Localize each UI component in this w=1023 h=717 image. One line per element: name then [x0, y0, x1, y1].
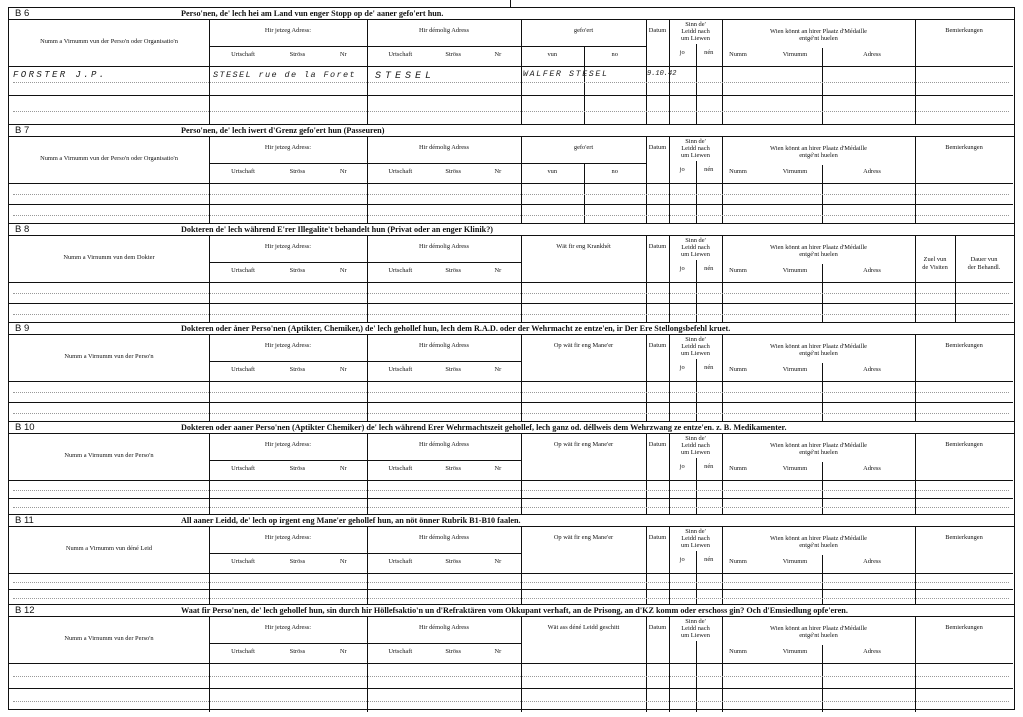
stross-label: Ströss: [289, 51, 306, 58]
name-column-header: Numm a Virnumm vun der Perso'n oder Organisatio'n: [40, 155, 178, 162]
former-address-header: Hir démolig Adress: [418, 624, 470, 631]
yes-label: jo: [679, 49, 685, 56]
nr-label: Nr: [339, 51, 347, 58]
sinn-header-line3: um Liewen: [681, 542, 710, 549]
entry-line: [13, 392, 1009, 393]
numm-label: Numm: [729, 51, 747, 58]
virnumm-label: Virnumm: [782, 558, 808, 565]
row-divider: [9, 589, 1013, 590]
section-code: B 11: [15, 515, 34, 526]
former-address-header: Hir démolig Adress: [418, 342, 470, 349]
date-header: Datum: [648, 342, 667, 349]
sinn-header-line1: Sinn de': [685, 336, 706, 343]
date-header: Datum: [648, 534, 667, 541]
sinn-header-line2: Leidd nach: [681, 244, 710, 251]
numm-label: Numm: [729, 267, 747, 274]
section-title-bar: [9, 515, 1014, 527]
column-divider: [915, 20, 916, 124]
top-tick-mark: [510, 0, 511, 7]
medal-recipient-header-line2: entgé'nt huelen: [799, 632, 838, 639]
urtschaft-label: Urtschaft: [388, 267, 413, 274]
section-title: Dokteren oder åner Perso'nen (Aptikter, Chemiker,) de' lech gehollef hun, lech dem R.A.D. oder der Wehrmacht ze entze'en, ir Der Ere Stellongsbefehl kruet.: [181, 324, 731, 333]
no-label: nén: [704, 556, 714, 563]
section-code: B 6: [15, 8, 30, 19]
from-label: vun: [547, 168, 558, 175]
section-b8: [9, 223, 1014, 322]
row-divider: [209, 361, 367, 362]
name-column-header: Numm a Virnumm vun der Perso'n: [64, 353, 154, 360]
section-code: B 7: [15, 125, 30, 136]
row-divider: [209, 553, 367, 554]
stross-label: Ströss: [445, 558, 462, 565]
urtschaft-label: Urtschaft: [231, 267, 255, 274]
medal-recipient-header-line1: Wien könnt an hirer Plaatz d'Médaille: [770, 145, 867, 152]
section-b12: [9, 604, 1014, 711]
section-b7: [9, 124, 1014, 223]
section-code: B 12: [15, 605, 35, 616]
section-code: B 9: [15, 323, 30, 334]
remarks-header: Bemierkungen: [945, 624, 983, 631]
medal-recipient-header-line1: Wien könnt an hirer Plaatz d'Médaille: [770, 343, 867, 350]
sinn-header-line1: Sinn de': [685, 21, 706, 28]
yes-label: jo: [679, 463, 685, 470]
medal-recipient-header-line1: Wien könnt an hirer Plaatz d'Médaille: [770, 625, 867, 632]
treatment-duration-header-line2: der Behandl.: [967, 264, 1001, 271]
sinn-header-line2: Leidd nach: [681, 535, 710, 542]
current-address-header: Hir jetzeg Adress:: [264, 624, 312, 631]
stross-label: Ströss: [289, 267, 306, 274]
urtschaft-label: Urtschaft: [231, 558, 255, 565]
numm-label: Numm: [729, 168, 747, 175]
visits-count-header-line1: Zuel vun: [923, 256, 947, 263]
row-divider: [209, 643, 367, 644]
urtschaft-label: Urtschaft: [231, 168, 255, 175]
stross-label: Ströss: [445, 267, 462, 274]
entry-line: [13, 314, 1009, 315]
urtschaft-label: Urtschaft: [388, 366, 413, 373]
handwritten-date: 9.10.42: [647, 70, 677, 78]
section-code: B 10: [15, 422, 35, 433]
nr-label: Nr: [339, 465, 347, 472]
urtschaft-label: Urtschaft: [231, 51, 255, 58]
nr-label: Nr: [339, 648, 347, 655]
row-divider: [9, 95, 1013, 96]
date-header: Datum: [648, 144, 667, 151]
row-divider: [367, 643, 521, 644]
entry-line: [13, 82, 1009, 83]
entry-line: [13, 701, 1009, 702]
sinn-header-line2: Leidd nach: [681, 28, 710, 35]
remarks-header: Bemierkungen: [945, 27, 983, 34]
sinn-header-line3: um Liewen: [681, 152, 710, 159]
sinn-header-line3: um Liewen: [681, 35, 710, 42]
sinn-header-line2: Leidd nach: [681, 442, 710, 449]
nr-label: Nr: [339, 558, 347, 565]
adress-label: Adress: [863, 558, 881, 565]
sinn-header-line1: Sinn de': [685, 138, 706, 145]
section-title-bar: [9, 605, 1014, 617]
entry-line: [13, 293, 1009, 294]
no-label: nén: [704, 49, 714, 56]
section-title: Dokteren de' lech während E'rer Illegalite't behandelt hun (Privat oder an enger Klinik?): [181, 225, 494, 234]
entry-line: [13, 676, 1009, 677]
row-divider: [9, 402, 1013, 403]
name-column-header: Numm a Virnumm vun déné Leid: [65, 545, 153, 552]
former-address-header: Hir démolig Adress: [418, 144, 470, 151]
former-address-header: Hir démolig Adress: [418, 27, 470, 34]
nr-label: Nr: [339, 366, 347, 373]
row-divider: [209, 262, 367, 263]
yes-label: jo: [679, 556, 685, 563]
extra-column-header: Op wät fir eng Mane'er: [553, 342, 614, 349]
handwritten-name: FORSTER J.P.: [13, 70, 107, 80]
handwritten-transport-route: WALFER STESEL: [523, 70, 609, 79]
adress-label: Adress: [863, 366, 881, 373]
handwritten-former-address: STESEL: [375, 71, 436, 82]
column-divider: [915, 236, 916, 323]
sinn-header-line2: Leidd nach: [681, 343, 710, 350]
entry-line: [13, 111, 1009, 112]
extra-column-header: Op wät fir eng Mane'er: [553, 534, 614, 541]
former-address-header: Hir démolig Adress: [418, 243, 470, 250]
nr-label: Nr: [339, 267, 347, 274]
row-divider: [9, 381, 1013, 382]
row-divider: [9, 688, 1013, 689]
questionnaire-form: [8, 7, 1015, 710]
section-title: All aaner Leidd, de' lech op irgent eng Mane'er gehollef hun, an nöt önner Rubrik B1-B10 faalen.: [181, 516, 521, 525]
urtschaft-label: Urtschaft: [388, 465, 413, 472]
entry-line: [13, 582, 1009, 583]
no-label: nén: [704, 166, 714, 173]
adress-label: Adress: [863, 267, 881, 274]
date-header: Datum: [648, 624, 667, 631]
section-title-bar: [9, 8, 1014, 20]
virnumm-label: Virnumm: [782, 366, 808, 373]
section-title: Dokteren oder aaner Perso'nen (Aptikter Chemiker) de' lech während Erer Wehrmachtszeit gehollef, lech ganz od. déllweis dem Wehrzwang ze entze'en. z. B. Medikamenter.: [181, 423, 787, 432]
row-divider: [9, 498, 1013, 499]
row-divider: [367, 553, 521, 554]
date-header: Datum: [648, 441, 667, 448]
nr-label: Nr: [494, 465, 502, 472]
numm-label: Numm: [729, 558, 747, 565]
medal-recipient-header-line2: entgé'nt huelen: [799, 350, 838, 357]
section-title-bar: [9, 422, 1014, 434]
numm-label: Numm: [729, 366, 747, 373]
nr-label: Nr: [339, 168, 347, 175]
section-b6: [9, 8, 1014, 124]
row-divider: [209, 46, 367, 47]
extra-column-header: Wät fir eng Krankhét: [556, 243, 611, 250]
section-title: Perso'nen, de' lech iwert d'Grenz gefo'ert hun (Passeuren): [181, 126, 385, 135]
no-label: nén: [704, 364, 714, 371]
row-divider: [9, 282, 1013, 283]
nr-label: Nr: [494, 366, 502, 373]
urtschaft-label: Urtschaft: [231, 366, 255, 373]
row-divider: [9, 663, 1013, 664]
urtschaft-label: Urtschaft: [388, 558, 413, 565]
medal-recipient-header-line1: Wien könnt an hirer Plaatz d'Médaille: [770, 244, 867, 251]
numm-label: Numm: [729, 465, 747, 472]
medal-recipient-header-line1: Wien könnt an hirer Plaatz d'Médaille: [770, 535, 867, 542]
section-b10: [9, 421, 1014, 514]
row-divider: [9, 204, 1013, 205]
column-divider: [955, 236, 956, 323]
row-divider: [367, 262, 521, 263]
column-divider: [822, 48, 823, 124]
current-address-header: Hir jetzeg Adress:: [264, 441, 312, 448]
current-address-header: Hir jetzeg Adress:: [264, 534, 312, 541]
treatment-duration-header-line1: Dauer vun: [970, 256, 998, 263]
row-divider: [209, 460, 367, 461]
current-address-header: Hir jetzeg Adress:: [264, 144, 312, 151]
medal-recipient-header-line1: Wien könnt an hirer Plaatz d'Médaille: [770, 442, 867, 449]
column-divider: [209, 20, 210, 124]
remarks-header: Bemierkungen: [945, 441, 983, 448]
no-label: nén: [704, 463, 714, 470]
entry-line: [13, 490, 1009, 491]
section-title: Perso'nen, de' lech hei am Land vun enger Stopp op de' aaner gefo'ert hun.: [181, 9, 444, 18]
adress-label: Adress: [863, 648, 881, 655]
sinn-header-line3: um Liewen: [681, 251, 710, 258]
no-label: nén: [704, 265, 714, 272]
name-column-header: Numm a Virnumm vun dem Dokter: [63, 254, 155, 261]
current-address-header: Hir jetzeg Adress:: [264, 27, 312, 34]
adress-label: Adress: [863, 465, 881, 472]
to-label: no: [611, 168, 618, 175]
stross-label: Ströss: [289, 648, 306, 655]
row-divider: [367, 361, 521, 362]
entry-line: [13, 413, 1009, 414]
medal-recipient-header-line2: entgé'nt huelen: [799, 251, 838, 258]
sinn-header-line3: um Liewen: [681, 350, 710, 357]
stross-label: Ströss: [289, 366, 306, 373]
current-address-header: Hir jetzeg Adress:: [264, 243, 312, 250]
handwritten-current-address: STESEL rue de la Foret: [213, 70, 357, 80]
virnumm-label: Virnumm: [782, 648, 808, 655]
former-address-header: Hir démolig Adress: [418, 534, 470, 541]
yes-label: jo: [679, 166, 685, 173]
row-divider: [9, 573, 1013, 574]
urtschaft-label: Urtschaft: [231, 465, 255, 472]
entry-line: [13, 215, 1009, 216]
row-divider: [367, 460, 521, 461]
stross-label: Ströss: [289, 168, 306, 175]
extra-column-header: Op wät fir eng Mane'er: [553, 441, 614, 448]
extra-column-header: gefo'ert: [573, 144, 594, 151]
medal-recipient-header-line2: entgé'nt huelen: [799, 152, 838, 159]
virnumm-label: Virnumm: [782, 465, 808, 472]
adress-label: Adress: [863, 168, 881, 175]
yes-label: jo: [679, 364, 685, 371]
column-divider: [367, 20, 368, 124]
yes-label: jo: [679, 265, 685, 272]
sinn-header-line2: Leidd nach: [681, 145, 710, 152]
medal-recipient-header-line1: Wien könnt an hirer Plaatz d'Médaille: [770, 28, 867, 35]
extra-column-header: Wät ass déné Leidd geschitt: [547, 624, 620, 631]
section-title-bar: [9, 125, 1014, 137]
remarks-header: Bemierkungen: [945, 144, 983, 151]
date-header: Datum: [648, 27, 667, 34]
sinn-header-line1: Sinn de': [685, 528, 706, 535]
former-address-header: Hir démolig Adress: [418, 441, 470, 448]
medal-recipient-header-line2: entgé'nt huelen: [799, 35, 838, 42]
nr-label: Nr: [494, 558, 502, 565]
numm-label: Numm: [729, 648, 747, 655]
row-divider: [9, 66, 1013, 67]
urtschaft-label: Urtschaft: [388, 168, 413, 175]
extra-column-header: gefo'ert: [573, 27, 594, 34]
section-title: Waat fir Perso'nen, de' lech gehollef hun, sin durch hir Höllefsaktio'n un d'Refraktären vom Okkupant verhaft, an de Prisong, an d'KZ komm oder erschoss gin? Och d'Emsiedlung opfe'eren.: [181, 606, 848, 615]
row-divider: [209, 163, 367, 164]
stross-label: Ströss: [445, 366, 462, 373]
row-divider: [9, 183, 1013, 184]
sinn-header-line1: Sinn de': [685, 435, 706, 442]
from-label: vun: [547, 51, 558, 58]
name-column-header: Numm a Virnumm vun der Perso'n oder Organisatio'n: [40, 38, 178, 45]
remarks-header: Bemierkungen: [945, 534, 983, 541]
row-divider: [9, 303, 1013, 304]
sinn-header-line3: um Liewen: [681, 632, 710, 639]
virnumm-label: Virnumm: [782, 168, 808, 175]
visits-count-header-line2: de Visiten: [922, 264, 948, 271]
column-divider: [696, 44, 697, 124]
name-column-header: Numm a Virnumm vun der Perso'n: [64, 635, 154, 642]
to-label: no: [611, 51, 618, 58]
virnumm-label: Virnumm: [782, 267, 808, 274]
row-divider: [367, 163, 521, 164]
nr-label: Nr: [494, 51, 502, 58]
urtschaft-label: Urtschaft: [388, 51, 413, 58]
section-title-bar: [9, 323, 1014, 335]
name-column-header: Numm a Virnumm vun der Perso'n: [64, 452, 154, 459]
sinn-header-line2: Leidd nach: [681, 625, 710, 632]
remarks-header: Bemierkungen: [945, 342, 983, 349]
stross-label: Ströss: [445, 648, 462, 655]
adress-label: Adress: [863, 51, 881, 58]
stross-label: Ströss: [445, 168, 462, 175]
virnumm-label: Virnumm: [782, 51, 808, 58]
current-address-header: Hir jetzeg Adress:: [264, 342, 312, 349]
section-b11: [9, 514, 1014, 604]
date-header: Datum: [648, 243, 667, 250]
urtschaft-label: Urtschaft: [388, 648, 413, 655]
sinn-header-line1: Sinn de': [685, 618, 706, 625]
column-divider: [521, 20, 522, 124]
nr-label: Nr: [494, 267, 502, 274]
medal-recipient-header-line2: entgé'nt huelen: [799, 542, 838, 549]
stross-label: Ströss: [289, 558, 306, 565]
stross-label: Ströss: [445, 51, 462, 58]
stross-label: Ströss: [445, 465, 462, 472]
section-code: B 8: [15, 224, 30, 235]
section-b9: [9, 322, 1014, 421]
nr-label: Nr: [494, 648, 502, 655]
nr-label: Nr: [494, 168, 502, 175]
medal-recipient-header-line2: entgé'nt huelen: [799, 449, 838, 456]
entry-line: [13, 598, 1009, 599]
row-divider: [367, 46, 521, 47]
entry-line: [13, 507, 1009, 508]
urtschaft-label: Urtschaft: [231, 648, 255, 655]
row-divider: [9, 480, 1013, 481]
entry-line: [13, 194, 1009, 195]
sinn-header-line1: Sinn de': [685, 237, 706, 244]
section-title-bar: [9, 224, 1014, 236]
stross-label: Ströss: [289, 465, 306, 472]
sinn-header-line3: um Liewen: [681, 449, 710, 456]
